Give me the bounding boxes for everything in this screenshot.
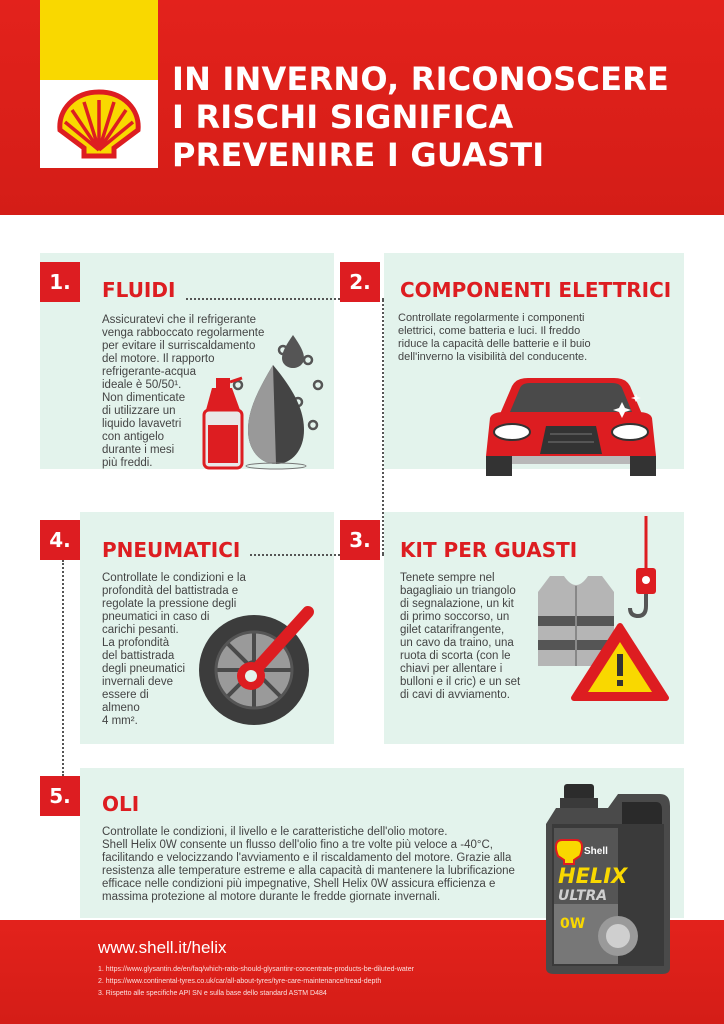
section-number-4: 4. <box>40 520 80 560</box>
tyre-wrench-illustration-icon <box>196 590 326 730</box>
section-text-kit: Tenete sempre nel bagagliaio un triangolo di segnalazione, un kit di primo soccorso, un gilet catarifrangente, un cavo da traino, una ruota di scorta (con le chiavi per allentare i bulloni e il cric) e un set di cavi di avviamento. <box>400 572 521 701</box>
oil-bottle-ultra: ULTRA <box>558 888 608 904</box>
section-title-oli: OLI <box>102 792 140 816</box>
section-text-pneumatici: Controllate le condizioni e la profondità del battistrada e regolate la pressione degli pneumatici in caso di carichi pesanti. La profondità del battistrada degli pneumatici invernali deve essere di almeno 4 mm². <box>102 572 246 727</box>
connector-4-5 <box>62 560 64 776</box>
title-line-1: IN INVERNO, RICONOSCERE <box>172 60 670 98</box>
section-title-elettrici: COMPONENTI ELETTRICI <box>400 278 672 302</box>
section-text-elettrici: Controllate regolarmente i componenti elettrici, come batteria e luci. Il freddo riduce la capacità delle batterie e il buio dell'inverno la visibilità del conducente. <box>398 312 591 363</box>
section-text-oli: Controllate le condizioni, il livello e le caratteristiche dell'olio motore. Shell Helix 0W consente un flusso dell'olio fino a tre volte più veloce a -40°C, facilitando e velocizzando l'avviamento e il riscaldamento del motore. Grazie alla resistenza alle temperature estreme e alla capacità di mantenere la lubrificazione efficace nelle condizioni più impegnative, Shell Helix 0W assicura efficienza e massima protezione al motore durante le fredde giornate invernali. <box>102 826 515 903</box>
oil-bottle-helix: HELIX <box>558 864 628 888</box>
footer-url-link[interactable]: www.shell.it/helix <box>98 938 227 957</box>
car-illustration-icon <box>482 374 660 480</box>
footnote-2: 2. https://www.continental-tyres.co.uk/car/all-about-tyres/tyre-care-maintenance/tread-depth <box>98 978 382 985</box>
section-title-fluidi: FLUIDI <box>102 278 176 302</box>
footnote-3: 3. Rispetto alle specifiche API SN e sulla base dello standard ASTM D484 <box>98 990 327 997</box>
title-line-2: I RISCHI SIGNIFICA <box>172 98 514 136</box>
emergency-kit-illustration-icon <box>528 516 678 706</box>
section-number-1: 1. <box>40 262 80 302</box>
oil-bottle-grade: 0W <box>560 916 586 932</box>
section-number-2: 2. <box>340 262 380 302</box>
section-title-pneumatici: PNEUMATICI <box>102 538 241 562</box>
shell-logo-icon <box>54 88 144 160</box>
section-number-3: 3. <box>340 520 380 560</box>
shell-logo-box <box>40 0 158 168</box>
section-number-5: 5. <box>40 776 80 816</box>
fluids-illustration-icon <box>198 330 328 470</box>
oil-bottle-product <box>538 784 688 976</box>
title-line-3: PREVENIRE I GUASTI <box>172 136 545 174</box>
page-title <box>172 60 712 174</box>
section-title-kit: KIT PER GUASTI <box>400 538 578 562</box>
footnote-1: 1. https://www.glysantin.de/en/faq/which-ratio-should-glysantinr-concentrate-products-be-diluted-water <box>98 966 414 973</box>
section-text-fluidi: Assicuratevi che il refrigerante venga rabboccato regolarmente per evitare il surriscaldamento del motore. Il rapporto refrigerante-acqua ideale è 50/50¹. Non dimenticate di utilizzare un liquido lavavetri con antigelo durante i mesi più freddi. <box>102 314 265 469</box>
oil-bottle-brand: Shell <box>584 846 608 857</box>
